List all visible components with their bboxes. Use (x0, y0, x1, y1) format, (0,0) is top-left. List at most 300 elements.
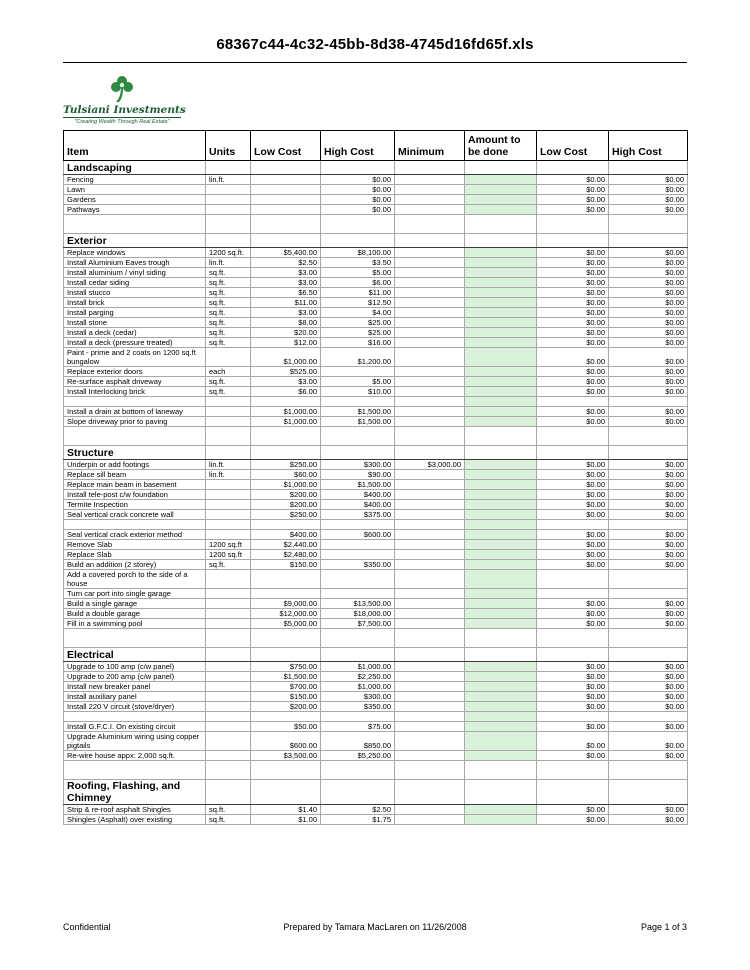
value-cell: $350.00 (321, 702, 395, 712)
item-cell: Replace Slab (64, 550, 206, 560)
value-cell: $0.00 (537, 815, 609, 825)
amount-to-be-done-cell (465, 702, 537, 712)
amount-to-be-done-cell (465, 560, 537, 570)
item-cell: Install parging (64, 308, 206, 318)
section-title-cell (395, 446, 465, 460)
item-cell: Install tele-post c/w foundation (64, 490, 206, 500)
item-cell: Build a double garage (64, 609, 206, 619)
value-cell: $0.00 (609, 609, 688, 619)
value-cell (206, 589, 251, 599)
value-cell: $0.00 (537, 258, 609, 268)
spacer-cell (537, 215, 609, 234)
value-cell: $0.00 (609, 278, 688, 288)
value-cell (609, 570, 688, 589)
section-title-cell (537, 446, 609, 460)
value-cell (321, 589, 395, 599)
value-cell (251, 175, 321, 185)
spacer-cell (321, 215, 395, 234)
amount-to-be-done-cell (465, 377, 537, 387)
spacer-cell (395, 215, 465, 234)
value-cell: $0.00 (609, 722, 688, 732)
value-cell: $0.00 (537, 599, 609, 609)
value-cell: $9,000.00 (251, 599, 321, 609)
value-cell: $0.00 (537, 692, 609, 702)
value-cell: $3.00 (251, 308, 321, 318)
amount-to-be-done-cell (465, 348, 537, 367)
value-cell: $1,000.00 (321, 662, 395, 672)
value-cell: $0.00 (537, 460, 609, 470)
value-cell: $400.00 (321, 490, 395, 500)
value-cell (395, 500, 465, 510)
value-cell: $0.00 (609, 599, 688, 609)
section-title-cell (206, 446, 251, 460)
section-title-cell (609, 161, 688, 175)
value-cell: $1,500.00 (251, 672, 321, 682)
item-cell: Underpin or add footings (64, 460, 206, 470)
value-cell: $0.00 (537, 367, 609, 377)
value-cell: $0.00 (609, 560, 688, 570)
value-cell (206, 599, 251, 609)
value-cell: $0.00 (537, 205, 609, 215)
value-cell: $600.00 (321, 530, 395, 540)
value-cell (395, 570, 465, 589)
value-cell: $150.00 (251, 692, 321, 702)
value-cell (395, 288, 465, 298)
value-cell: sq.ft. (206, 288, 251, 298)
value-cell: $300.00 (321, 460, 395, 470)
table-row (64, 298, 688, 308)
value-cell: $0.00 (537, 470, 609, 480)
value-cell (206, 751, 251, 761)
table-row (64, 338, 688, 348)
value-cell (395, 692, 465, 702)
value-cell (206, 722, 251, 732)
value-cell: lin.ft. (206, 460, 251, 470)
spacer-cell (609, 215, 688, 234)
value-cell: $0.00 (609, 682, 688, 692)
section-title-cell (537, 648, 609, 662)
value-cell: $0.00 (609, 692, 688, 702)
value-cell: $400.00 (251, 530, 321, 540)
value-cell: $525.00 (251, 367, 321, 377)
value-cell (395, 672, 465, 682)
item-cell: Fill in a swimming pool (64, 619, 206, 629)
section-title-cell (206, 161, 251, 175)
value-cell: $3.00 (251, 268, 321, 278)
value-cell: $5,000.00 (251, 619, 321, 629)
value-cell: sq.ft. (206, 377, 251, 387)
value-cell: $75.00 (321, 722, 395, 732)
value-cell: $0.00 (609, 298, 688, 308)
value-cell (395, 619, 465, 629)
value-cell: sq.ft. (206, 815, 251, 825)
value-cell: sq.ft. (206, 560, 251, 570)
item-cell: Re-wire house appx: 2,000 sq.ft. (64, 751, 206, 761)
section-title-cell (395, 780, 465, 805)
item-cell: Termite Inspection (64, 500, 206, 510)
value-cell: $0.00 (609, 338, 688, 348)
amount-to-be-done-cell (465, 185, 537, 195)
item-cell: Install a deck (pressure treated) (64, 338, 206, 348)
value-cell: $16.00 (321, 338, 395, 348)
amount-to-be-done-cell (465, 490, 537, 500)
amount-to-be-done-cell (465, 672, 537, 682)
value-cell: $0.00 (537, 609, 609, 619)
value-cell (206, 205, 251, 215)
value-cell (395, 751, 465, 761)
value-cell: $850.00 (321, 732, 395, 751)
table-row (64, 570, 688, 589)
value-cell: $0.00 (537, 407, 609, 417)
value-cell: $3.00 (251, 377, 321, 387)
table-row (64, 560, 688, 570)
value-cell (609, 520, 688, 530)
item-cell: Install auxiliary panel (64, 692, 206, 702)
item-cell: Paint - prime and 2 coats on 1200 sq.ft bungalow (64, 348, 206, 367)
value-cell (206, 732, 251, 751)
section-spacer-row (64, 215, 688, 234)
value-cell: each (206, 367, 251, 377)
amount-to-be-done-cell (465, 540, 537, 550)
value-cell (206, 480, 251, 490)
value-cell (206, 195, 251, 205)
value-cell: $0.00 (321, 175, 395, 185)
value-cell: sq.ft. (206, 387, 251, 397)
section-title-cell (465, 234, 537, 248)
value-cell (537, 397, 609, 407)
value-cell: $375.00 (321, 510, 395, 520)
value-cell: $2.50 (321, 805, 395, 815)
value-cell (206, 619, 251, 629)
value-cell: $1,000.00 (251, 407, 321, 417)
value-cell (321, 367, 395, 377)
item-cell: Gardens (64, 195, 206, 205)
table-row (64, 195, 688, 205)
value-cell (395, 712, 465, 722)
value-cell: $200.00 (251, 702, 321, 712)
value-cell (395, 387, 465, 397)
section-header-row (64, 234, 688, 248)
section-title-cell (537, 780, 609, 805)
value-cell: $50.00 (251, 722, 321, 732)
item-cell: Replace exterior doors (64, 367, 206, 377)
value-cell: $5,250.00 (321, 751, 395, 761)
value-cell: $1,000.00 (321, 682, 395, 692)
table-row (64, 550, 688, 560)
value-cell (395, 702, 465, 712)
value-cell (395, 682, 465, 692)
table-row (64, 460, 688, 470)
value-cell (395, 367, 465, 377)
section-title-cell (395, 161, 465, 175)
value-cell: $5,400.00 (251, 248, 321, 258)
value-cell: $0.00 (609, 530, 688, 540)
value-cell (206, 682, 251, 692)
value-cell: $12.50 (321, 298, 395, 308)
footer-page-number: Page 1 of 3 (640, 922, 687, 932)
item-cell (64, 712, 206, 722)
value-cell: $0.00 (537, 318, 609, 328)
value-cell (251, 205, 321, 215)
value-cell: $12.00 (251, 338, 321, 348)
value-cell (395, 662, 465, 672)
item-cell: Install stone (64, 318, 206, 328)
value-cell (395, 470, 465, 480)
value-cell: $0.00 (537, 510, 609, 520)
value-cell: $150.00 (251, 560, 321, 570)
amount-to-be-done-cell (465, 815, 537, 825)
spacer-cell (64, 761, 206, 780)
item-cell: Install brick (64, 298, 206, 308)
amount-to-be-done-cell (465, 662, 537, 672)
value-cell: lin.ft. (206, 258, 251, 268)
value-cell: $0.00 (537, 805, 609, 815)
item-cell: Install G.F.C.I. On existing circuit (64, 722, 206, 732)
section-title: Exterior (64, 234, 206, 248)
amount-to-be-done-cell (465, 520, 537, 530)
value-cell: $8,100.00 (321, 248, 395, 258)
value-cell: $0.00 (609, 815, 688, 825)
value-cell: $0.00 (537, 308, 609, 318)
section-title-cell (251, 234, 321, 248)
value-cell (321, 550, 395, 560)
item-cell: Install stucco (64, 288, 206, 298)
column-header-amount-to-be-done: Amount to be done (465, 131, 537, 161)
value-cell (206, 520, 251, 530)
value-cell: $0.00 (321, 195, 395, 205)
item-cell: Add a covered porch to the side of a house (64, 570, 206, 589)
section-title-cell (321, 234, 395, 248)
value-cell (395, 609, 465, 619)
logo-company-name: Tulsiani Investments (63, 104, 186, 116)
section-title-cell (609, 234, 688, 248)
company-logo (63, 74, 186, 125)
value-cell: sq.ft. (206, 308, 251, 318)
spacer-cell (465, 215, 537, 234)
clover-icon (63, 74, 181, 104)
spacer-cell (64, 427, 206, 446)
value-cell: $0.00 (609, 702, 688, 712)
value-cell (395, 540, 465, 550)
value-cell: $0.00 (537, 500, 609, 510)
table-row (64, 712, 688, 722)
item-cell: Replace windows (64, 248, 206, 258)
table-row (64, 278, 688, 288)
value-cell (395, 530, 465, 540)
value-cell: $0.00 (537, 288, 609, 298)
value-cell: $0.00 (609, 550, 688, 560)
value-cell: $1,500.00 (321, 417, 395, 427)
amount-to-be-done-cell (465, 530, 537, 540)
item-cell: Install aluminium / vinyl siding (64, 268, 206, 278)
value-cell: $0.00 (609, 490, 688, 500)
amount-to-be-done-cell (465, 195, 537, 205)
value-cell: $1.40 (251, 805, 321, 815)
table-row (64, 480, 688, 490)
value-cell: $250.00 (251, 510, 321, 520)
value-cell (537, 520, 609, 530)
value-cell (395, 205, 465, 215)
value-cell: 1200 sq.ft (206, 550, 251, 560)
spacer-cell (465, 629, 537, 648)
section-title-cell (609, 446, 688, 460)
value-cell: $0.00 (537, 338, 609, 348)
value-cell: sq.ft. (206, 805, 251, 815)
value-cell (395, 805, 465, 815)
value-cell (321, 397, 395, 407)
value-cell: $0.00 (609, 662, 688, 672)
value-cell: $0.00 (537, 550, 609, 560)
spacer-cell (206, 629, 251, 648)
amount-to-be-done-cell (465, 682, 537, 692)
table-row (64, 258, 688, 268)
value-cell (321, 520, 395, 530)
value-cell: $0.00 (609, 407, 688, 417)
item-cell: Install a drain at bottom of laneway (64, 407, 206, 417)
table-row (64, 175, 688, 185)
item-cell: Pathways (64, 205, 206, 215)
value-cell: $0.00 (609, 268, 688, 278)
value-cell: $0.00 (537, 185, 609, 195)
value-cell: $0.00 (609, 510, 688, 520)
section-title-cell (537, 161, 609, 175)
table-body (64, 161, 688, 825)
spacer-cell (206, 761, 251, 780)
table-row (64, 692, 688, 702)
value-cell: $0.00 (609, 318, 688, 328)
value-cell (537, 712, 609, 722)
value-cell: $1.00 (251, 815, 321, 825)
value-cell: sq.ft. (206, 278, 251, 288)
value-cell: $0.00 (537, 722, 609, 732)
value-cell: $0.00 (609, 751, 688, 761)
value-cell: $6.00 (251, 387, 321, 397)
section-title-cell (321, 161, 395, 175)
value-cell: $0.00 (609, 348, 688, 367)
amount-to-be-done-cell (465, 732, 537, 751)
section-title-cell (251, 648, 321, 662)
amount-to-be-done-cell (465, 480, 537, 490)
value-cell: $3.00 (251, 278, 321, 288)
amount-to-be-done-cell (465, 175, 537, 185)
table-row (64, 185, 688, 195)
table-row (64, 500, 688, 510)
value-cell: $750.00 (251, 662, 321, 672)
table-row (64, 751, 688, 761)
value-cell (395, 268, 465, 278)
value-cell: $0.00 (537, 672, 609, 682)
spacer-cell (395, 427, 465, 446)
value-cell (395, 248, 465, 258)
value-cell (206, 672, 251, 682)
spacer-cell (537, 761, 609, 780)
item-cell: Re-surface asphalt driveway (64, 377, 206, 387)
spacer-cell (465, 761, 537, 780)
value-cell: $3,000.00 (395, 460, 465, 470)
value-cell: $0.00 (537, 702, 609, 712)
value-cell: $4.00 (321, 308, 395, 318)
amount-to-be-done-cell (465, 318, 537, 328)
value-cell: $1,500.00 (321, 407, 395, 417)
value-cell (395, 560, 465, 570)
value-cell (395, 338, 465, 348)
spacer-cell (395, 629, 465, 648)
table-row (64, 805, 688, 815)
item-cell: Remove Slab (64, 540, 206, 550)
table-row (64, 732, 688, 751)
spacer-cell (64, 629, 206, 648)
table-row (64, 470, 688, 480)
value-cell (395, 318, 465, 328)
table-row (64, 387, 688, 397)
value-cell (206, 407, 251, 417)
section-spacer-row (64, 629, 688, 648)
amount-to-be-done-cell (465, 288, 537, 298)
value-cell: $6.50 (251, 288, 321, 298)
section-header-row (64, 648, 688, 662)
value-cell: $90.00 (321, 470, 395, 480)
value-cell (609, 589, 688, 599)
amount-to-be-done-cell (465, 338, 537, 348)
table-row (64, 722, 688, 732)
value-cell: $0.00 (537, 268, 609, 278)
value-cell (206, 185, 251, 195)
value-cell (395, 298, 465, 308)
table-row (64, 530, 688, 540)
value-cell (609, 397, 688, 407)
value-cell: $0.00 (609, 175, 688, 185)
value-cell (206, 702, 251, 712)
amount-to-be-done-cell (465, 460, 537, 470)
value-cell: $25.00 (321, 328, 395, 338)
value-cell (251, 185, 321, 195)
value-cell: $0.00 (609, 540, 688, 550)
value-cell: $6.00 (321, 278, 395, 288)
table-row (64, 520, 688, 530)
value-cell (206, 510, 251, 520)
value-cell: $200.00 (251, 490, 321, 500)
section-title: Landscaping (64, 161, 206, 175)
value-cell (395, 407, 465, 417)
value-cell: $0.00 (537, 480, 609, 490)
table-row (64, 815, 688, 825)
value-cell: $1,000.00 (251, 480, 321, 490)
value-cell: $2,440.00 (251, 540, 321, 550)
section-title-cell (251, 446, 321, 460)
page-footer (63, 922, 687, 932)
value-cell (395, 490, 465, 500)
section-header-row (64, 161, 688, 175)
table-row (64, 288, 688, 298)
value-cell: $3,500.00 (251, 751, 321, 761)
table-row (64, 268, 688, 278)
value-cell: $0.00 (537, 298, 609, 308)
amount-to-be-done-cell (465, 278, 537, 288)
value-cell: $0.00 (609, 308, 688, 318)
spacer-cell (321, 629, 395, 648)
table-row (64, 377, 688, 387)
amount-to-be-done-cell (465, 599, 537, 609)
amount-to-be-done-cell (465, 367, 537, 377)
value-cell: $700.00 (251, 682, 321, 692)
amount-to-be-done-cell (465, 751, 537, 761)
section-spacer-row (64, 427, 688, 446)
value-cell: $13,500.00 (321, 599, 395, 609)
column-header-high-cost: High Cost (321, 131, 395, 161)
value-cell: $60.00 (251, 470, 321, 480)
item-cell: Strip & re-roof asphalt Shingles (64, 805, 206, 815)
table-row (64, 407, 688, 417)
